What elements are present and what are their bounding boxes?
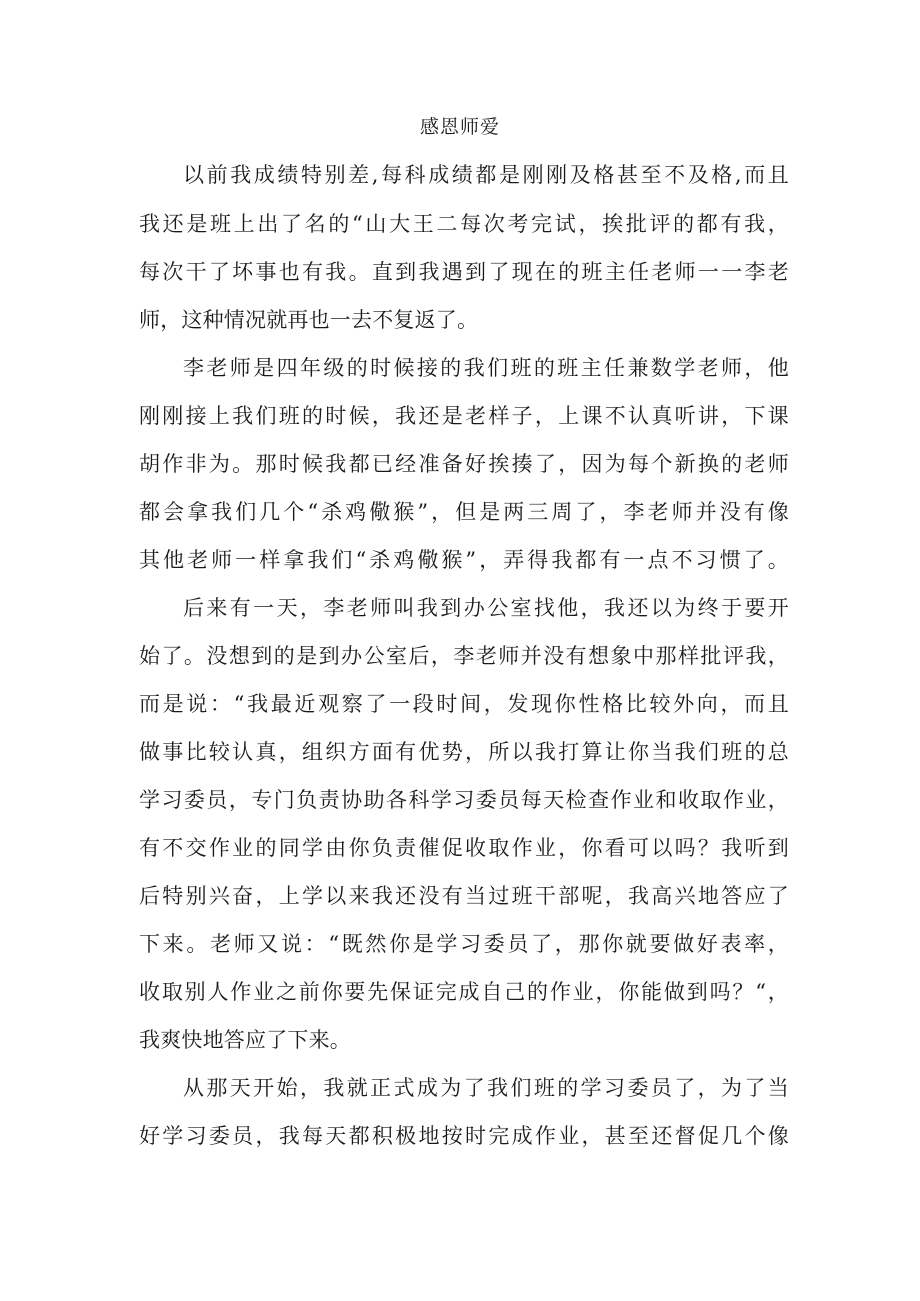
paragraph-3-line-1: 后来有一天，李老师叫我到办公室找他，我还以为终于要开 [183,596,789,620]
paragraph-1-line-1: 以前我成绩特别差,每科成绩都是刚刚及格甚至不及格,而且 [183,163,789,187]
paragraph-3-line-6: 有不交作业的同学由你负责催促收取作业，你看可以吗？我听到 [139,836,789,860]
paragraph-2-line-5: 其他老师一样拿我们“杀鸡儆猴”，弄得我都有一点不习惯了。 [139,548,789,572]
paragraph-3-line-3: 而是说：“我最近观察了一段时间，发现你性格比较外向，而且 [139,692,789,716]
paragraph-3-line-8: 下来。老师又说：“既然你是学习委员了，那你就要做好表率， [139,932,789,956]
paragraph-3-line-5: 学习委员，专门负责协助各科学习委员每天检查作业和收取作业， [139,788,789,812]
paragraph-1-line-3: 每次干了坏事也有我。直到我遇到了现在的班主任老师一一李老 [139,260,789,284]
document-title: 感恩师爱 [419,116,500,138]
paragraph-3-line-7: 后特别兴奋，上学以来我还没有当过班干部呢，我高兴地答应了 [139,884,789,908]
paragraph-2-line-4: 都会拿我们几个“杀鸡儆猴”，但是两三周了，李老师并没有像 [139,500,789,524]
paragraph-4-line-1: 从那天开始，我就正式成为了我们班的学习委员了，为了当 [183,1076,789,1100]
paragraph-2-line-1: 李老师是四年级的时候接的我们班的班主任兼数学老师，他 [183,356,789,380]
paragraph-2-line-2: 刚刚接上我们班的时候，我还是老样子，上课不认真听讲，下课 [139,404,789,428]
paragraph-4-line-2: 好学习委员，我每天都积极地按时完成作业，甚至还督促几个像 [139,1124,789,1148]
paragraph-3-line-2: 始了。没想到的是到办公室后，李老师并没有想象中那样批评我， [139,644,789,668]
paragraph-3-line-9: 收取别人作业之前你要先保证完成自己的作业，你能做到吗？“， [139,980,789,1004]
paragraph-1-line-2: 我还是班上出了名的“山大王二每次考完试，挨批评的都有我， [139,212,789,236]
paragraph-1-line-4: 师，这种情况就再也一去不复返了。 [139,308,479,332]
paragraph-3-line-10: 我爽快地答应了下来。 [139,1028,351,1052]
paragraph-2-line-3: 胡作非为。那时候我都已经准备好挨揍了，因为每个新换的老师 [139,452,789,476]
paragraph-3-line-4: 做事比较认真，组织方面有优势，所以我打算让你当我们班的总 [139,740,789,764]
